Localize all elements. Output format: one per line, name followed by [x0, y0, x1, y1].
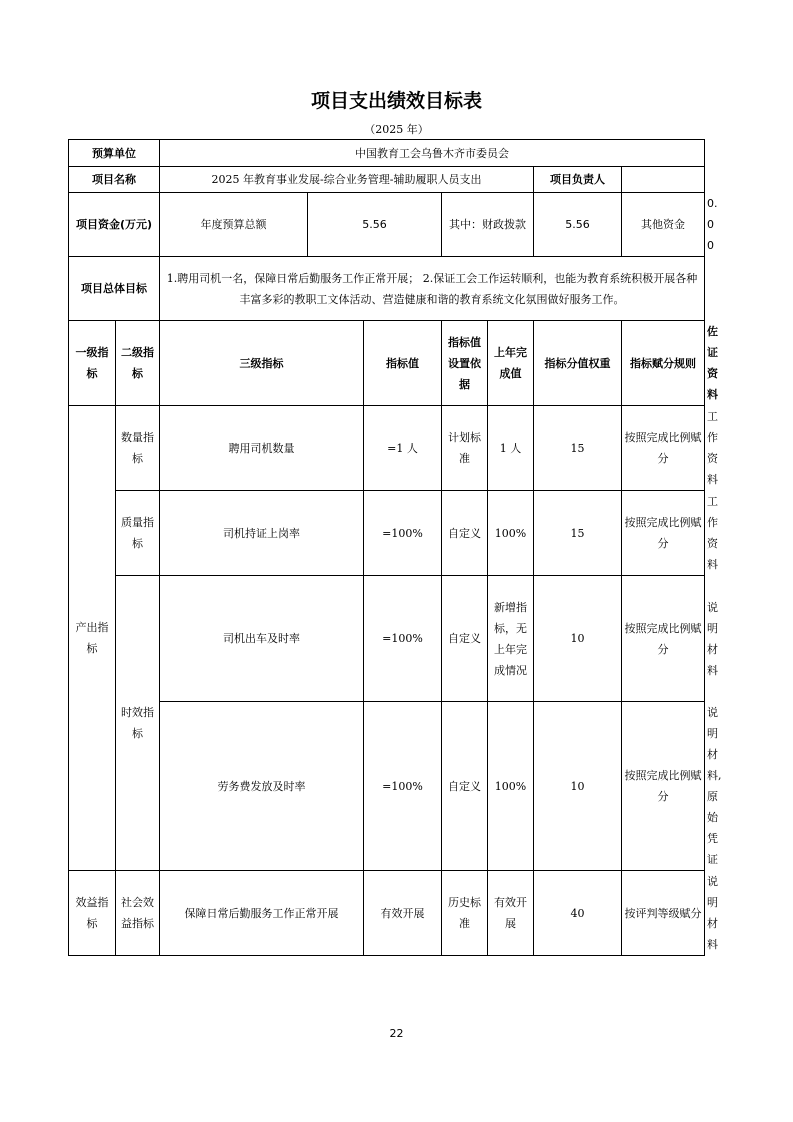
row-level3: 司机出车及时率 [160, 576, 364, 702]
other-funds-label: 其他资金 [622, 193, 705, 257]
row-value: =100% [364, 576, 442, 702]
project-name-label: 项目名称 [69, 167, 160, 193]
row-scoring-rule: 按照完成比例赋分 [622, 576, 705, 702]
funding-row: 项目资金(万元) 年度预算总额 5.56 其中：财政拨款 5.56 其他资金 0.00 [69, 193, 705, 257]
annual-budget-label: 年度预算总额 [160, 193, 308, 257]
row-basis: 自定义 [442, 702, 488, 871]
row-scoring-rule: 按评判等级赋分 [622, 871, 705, 956]
row-scoring-rule: 按照完成比例赋分 [622, 702, 705, 871]
row-weight: 15 [534, 491, 622, 576]
table-row: 劳务费发放及时率 =100% 自定义 100% 10 按照完成比例赋分 说明材料, 原始凭证 [69, 702, 705, 871]
row-value: =100% [364, 702, 442, 871]
row-scoring-rule: 按照完成比例赋分 [622, 406, 705, 491]
row-scoring-rule: 按照完成比例赋分 [622, 491, 705, 576]
performance-target-table [68, 139, 722, 956]
annual-budget-value: 5.56 [308, 193, 442, 257]
overall-goal-row [69, 257, 705, 321]
row-basis: 历史标准 [442, 871, 488, 956]
quantity-indicator-group: 数量指标 [116, 406, 160, 491]
row-prev-value: 100% [488, 491, 534, 576]
benefit-indicator-group: 效益指标 [69, 871, 116, 956]
header-basis: 指标值设置依据 [442, 321, 488, 406]
header-level2: 二级指标 [116, 321, 160, 406]
budget-unit-label: 预算单位 [69, 140, 160, 167]
header-prev-value: 上年完成值 [488, 321, 534, 406]
table-row: 时效指标 司机出车及时率 =100% 自定义 新增指标，无上年完成情况 10 按照完成比例赋分 说明材料 [69, 576, 705, 702]
header-scoring-rule: 指标赋分规则 [622, 321, 705, 406]
timeliness-indicator-group: 时效指标 [116, 576, 160, 871]
row-weight: 10 [534, 702, 622, 871]
row-value: 有效开展 [364, 871, 442, 956]
row-prev-value: 1 人 [488, 406, 534, 491]
social-benefit-indicator-group: 社会效益指标 [116, 871, 160, 956]
fiscal-allocation-value: 5.56 [534, 193, 622, 257]
row-level3: 聘用司机数量 [160, 406, 364, 491]
row-prev-value: 有效开展 [488, 871, 534, 956]
header-value: 指标值 [364, 321, 442, 406]
budget-unit-row [69, 140, 705, 167]
row-weight: 10 [534, 576, 622, 702]
project-leader-label: 项目负责人 [534, 167, 622, 193]
row-weight: 15 [534, 406, 622, 491]
document-year: （2025 年） [364, 123, 429, 136]
project-leader-value [622, 167, 705, 193]
header-weight: 指标分值权重 [534, 321, 622, 406]
budget-unit-value: 中国教育工会乌鲁木齐市委员会 [160, 140, 705, 167]
output-indicator-group: 产出指标 [69, 406, 116, 871]
document-title: 项目支出绩效目标表 [310, 90, 482, 112]
overall-goal-label: 项目总体目标 [69, 257, 160, 321]
row-prev-value: 新增指标，无上年完成情况 [488, 576, 534, 702]
indicator-header-row: 一级指标 二级指标 三级指标 指标值 指标值设置依据 上年完成值 指标分值权重 指标赋分规则 佐证资料 [69, 321, 705, 406]
header-level1: 一级指标 [69, 321, 116, 406]
row-value: =100% [364, 491, 442, 576]
row-basis: 自定义 [442, 491, 488, 576]
row-level3: 保障日常后勤服务工作正常开展 [160, 871, 364, 956]
table-row: 产出指标 数量指标 聘用司机数量 =1 人 计划标准 1 人 15 按照完成比例赋分 工作资料 [69, 406, 705, 491]
table-row: 效益指标 社会效益指标 保障日常后勤服务工作正常开展 有效开展 历史标准 有效开展 40 按评判等级赋分 说明材料 [69, 871, 705, 956]
funding-label: 项目资金(万元) [69, 193, 160, 257]
table-row: 质量指标 司机持证上岗率 =100% 自定义 100% 15 按照完成比例赋分 工作资料 [69, 491, 705, 576]
row-prev-value: 100% [488, 702, 534, 871]
overall-goal-text: 1.聘用司机一名，保障日常后勤服务工作正常开展； 2.保证工会工作运转顺利，也能为教育系统积极开展各种丰富多彩的教职工文体活动、营造健康和谐的教育系统文化氛围做好服务工作。 [160, 257, 705, 321]
row-basis: 计划标准 [442, 406, 488, 491]
row-basis: 自定义 [442, 576, 488, 702]
project-name-row [69, 167, 705, 193]
page-number: 22 [389, 1027, 404, 1040]
header-level3: 三级指标 [160, 321, 364, 406]
project-name-value: 2025 年教育事业发展-综合业务管理-辅助履职人员支出 [160, 167, 534, 193]
row-level3: 劳务费发放及时率 [160, 702, 364, 871]
row-level3: 司机持证上岗率 [160, 491, 364, 576]
quality-indicator-group: 质量指标 [116, 491, 160, 576]
fiscal-allocation-label: 其中：财政拨款 [442, 193, 534, 257]
row-weight: 40 [534, 871, 622, 956]
row-value: =1 人 [364, 406, 442, 491]
